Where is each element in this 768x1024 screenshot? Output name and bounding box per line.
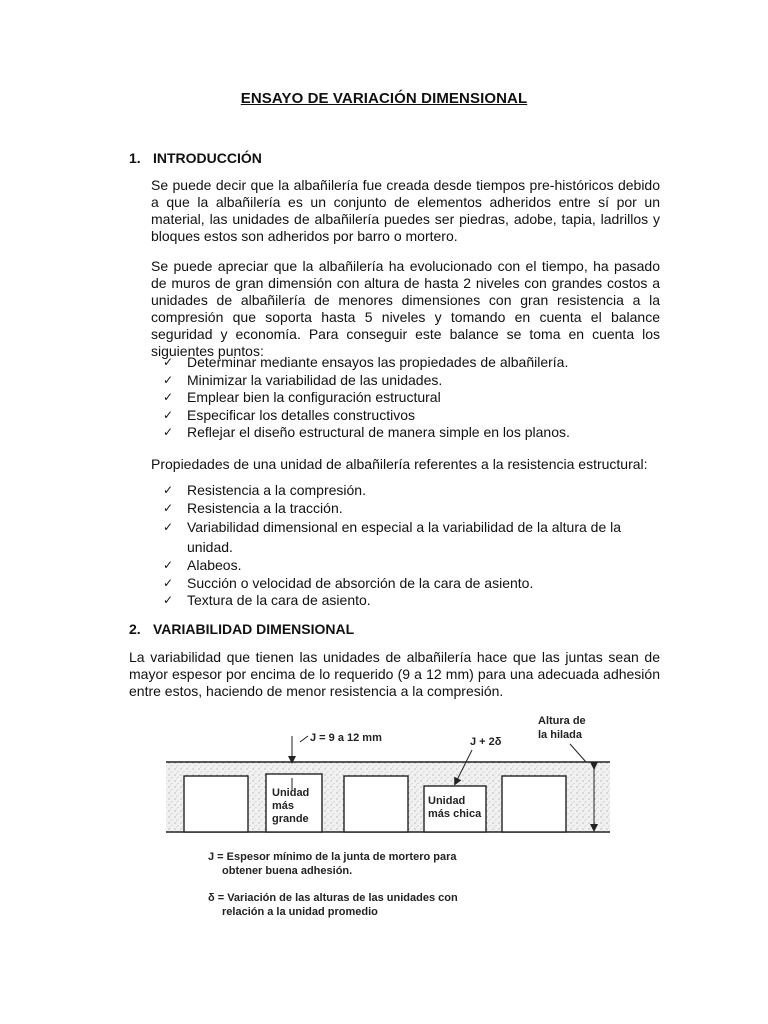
list-item: ✓ Succión o velocidad de absorción de la cara de asiento.: [163, 574, 534, 591]
list-item: ✓ Alabeos.: [163, 557, 242, 573]
section-2-heading: [129, 621, 354, 637]
section-1-title: INTRODUCCIÓN: [153, 150, 262, 166]
unit-block: [344, 776, 408, 832]
check-icon: ✓: [163, 407, 174, 422]
list-item: ✓ Emplear bien la configuración estructural: [163, 389, 441, 405]
check-icon: ✓: [163, 483, 174, 497]
check-icon: ✓: [163, 575, 174, 590]
j2d-label: J + 2δ: [470, 736, 502, 748]
legend-d-line-1: δ = Variación de las alturas de las unidades con: [208, 892, 458, 904]
unit-small-label-2: más chica: [428, 808, 482, 820]
legend-j-line-1: J = Espesor mínimo de la junta de mortero para: [208, 851, 457, 863]
mortar-joint-diagram: [150, 708, 620, 928]
unit-big-label-2: más: [272, 800, 295, 812]
list-item: ✓ Especificar los detalles constructivos: [163, 406, 415, 423]
altura-label-1: Altura de: [538, 715, 586, 727]
unit-block: [502, 776, 566, 832]
intro-paragraph-2: Se puede apreciar que la albañilería ha evolucionado con el tiempo, ha pasado de muros de gran dimensión con altura de hasta 2 niveles con grandes costos a unidades de albañilería de menores dimensiones con gran resistencia a la compresión que soporta hasta 5 niveles y tomando en cuenta el balance seguridad y economía. Para conseguir este balance se toma en cuenta los siguientes puntos:: [151, 258, 660, 359]
section-2-title: VARIABILIDAD DIMENSIONAL: [153, 621, 355, 637]
section-1-number: 1.: [129, 150, 141, 166]
list-item: ✓ Textura de la cara de asiento.: [163, 592, 371, 608]
check-icon: ✓: [163, 558, 174, 572]
check-icon: ✓: [163, 390, 174, 404]
check-icon: ✓: [163, 425, 174, 439]
variability-paragraph: La variabilidad que tienen las unidades de albañilería hace que las juntas sean de mayor espesor por encima de lo requerido (9 a 12 mm) para una adecuada adhesión entre estos, haciendo de menor resistencia a la compresión.: [129, 649, 660, 699]
altura-label-2: la hilada: [538, 729, 583, 741]
list-item: ✓ Resistencia a la tracción.: [163, 499, 343, 516]
checklist-properties: [163, 482, 633, 610]
list-item: ✓ Determinar mediante ensayos las propiedades de albañilería.: [163, 354, 569, 370]
section-2-number: 2.: [129, 621, 141, 637]
check-icon: ✓: [163, 593, 174, 607]
check-icon: ✓: [163, 355, 174, 369]
check-icon: ✓: [163, 372, 174, 387]
unit-small-label-1: Unidad: [428, 795, 466, 807]
intro-paragraph-1: Se puede decir que la albañilería fue creada desde tiempos pre-históricos debido a que la albañilería es un conjunto de elementos adheridos entre sí por un material, las unidades de albañilería puedes ser piedras, adobe, tapia, ladrillos y bloques estos son adheridos por barro o mortero.: [151, 177, 660, 244]
j-label: J = 9 a 12 mm: [310, 732, 382, 744]
document-title: ENSAYO DE VARIACIÓN DIMENSIONAL: [240, 90, 528, 107]
checklist-points: [163, 354, 660, 442]
intro-paragraph-3: Propiedades de una unidad de albañilería referentes a la resistencia estructural:: [151, 456, 648, 472]
altura-leader: [570, 744, 586, 762]
j-leader: [300, 736, 308, 742]
section-1-heading: [129, 150, 262, 166]
unit-block: [184, 776, 248, 832]
legend-j-line-2: obtener buena adhesión.: [222, 865, 353, 877]
list-item: ✓ Resistencia a la compresión.: [163, 482, 366, 498]
unit-big-label-1: Unidad: [272, 787, 310, 799]
check-icon: ✓: [163, 500, 174, 515]
check-icon: ✓: [163, 520, 174, 534]
legend-d-line-2: relación a la unidad promedio: [222, 906, 378, 918]
unit-big-label-3: grande: [272, 813, 309, 825]
list-item: ✓ Minimizar la variabilidad de las unidades.: [163, 371, 443, 388]
list-item: ✓ Reflejar el diseño estructural de manera simple en los planos.: [163, 424, 570, 440]
list-item: ✓ Variabilidad dimensional en especial a la variabilidad de la altura de la unidad.: [163, 519, 622, 555]
